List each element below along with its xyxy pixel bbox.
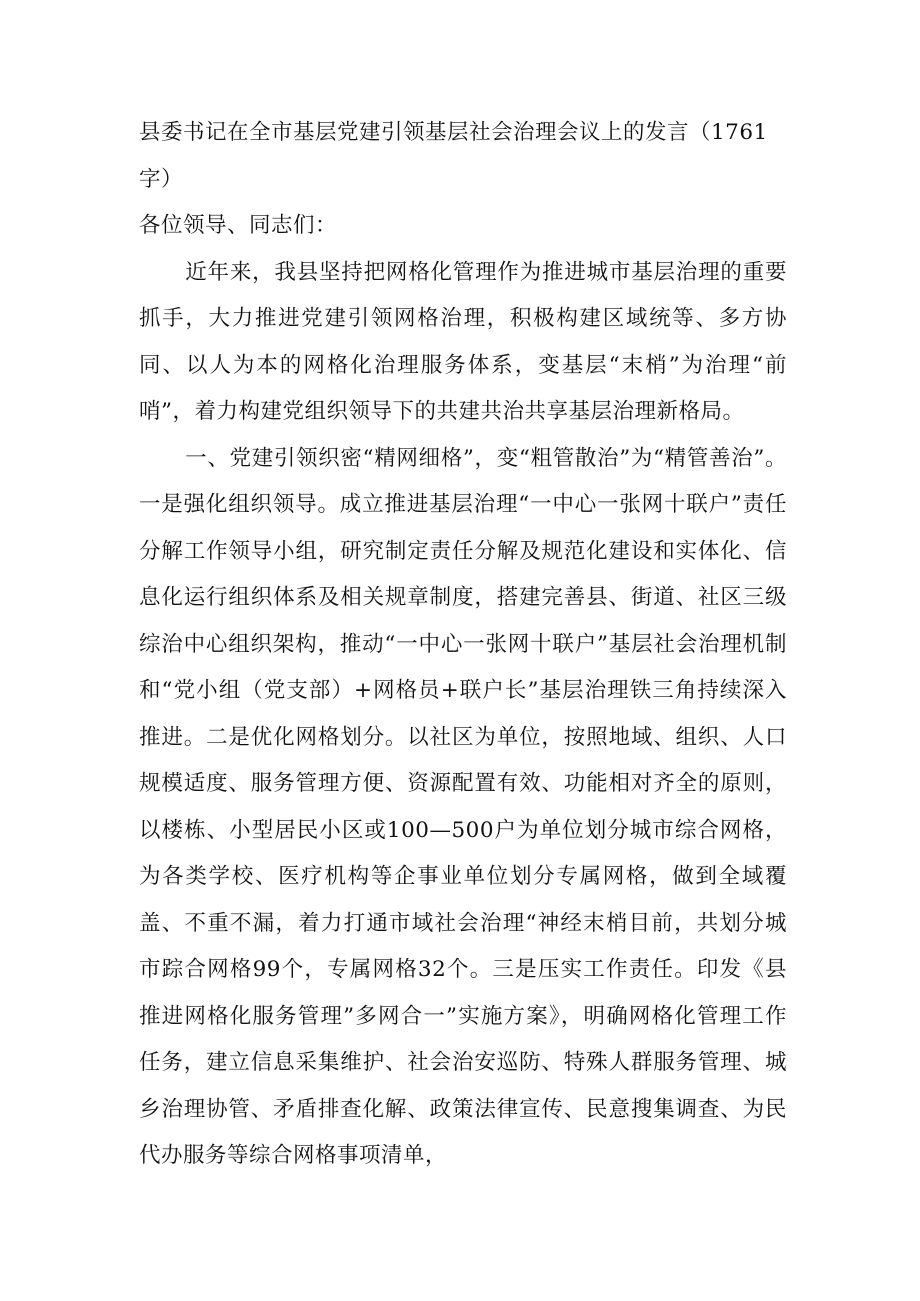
document-body — [139, 110, 787, 1180]
paragraph-intro: 近年来，我县坚持把网格化管理作为推进城市基层治理的重要抓手，大力推进党建引领网格治理，积极构建区域统等、多方协同、以人为本的网格化治理服务体系，变基层“末梢”为治理“前哨”，着力构建党组织领导下的共建共治共享基层治理新格局。 — [139, 259, 787, 424]
salutation: 各位领导、同志们： — [139, 213, 338, 238]
paragraph-section-one: 一、党建引领织密“精网细格”，变“粗管散治”为“精管善治”。一是强化组织领导。成立推进基层治理“一中心一张网十联户”责任分解工作领导小组，研究制定责任分解及规范化建设和实体化、信息化运行组织体系及相关规章制度，搭建完善县、街道、社区三级综治中心组织架构，推动“一中心一张网十联户”基层社会治理机制和“党小组（党支部）+网格员+联户长”基层治理铁三角持续深入推进。二是优化网格划分。以社区为单位，按照地域、组织、人口规模适度、服务管理方便、资源配置有效、功能相对齐全的原则，以楼栋、小型居民小区或100—500户为单位划分城市综合网格，为各类学校、医疗机构等企事业单位划分专属网格，做到全域覆盖、不重不漏，着力打通市域社会治理“神经末梢目前，共划分城市踪合网格99个，专属网格32个。三是压实工作责任。印发《县推进网格化服务管理”多网合一”实施方案》，明确网格化管理工作任务，建立信息采集维护、社会治安巡防、特殊人群服务管理、城乡治理协管、矛盾排查化解、政策法律宣传、民意搜集调查、为民代办服务等综合网格事项清单， — [139, 445, 787, 1168]
document-title: 县委书记在全市基层党建引领基层社会治理会议上的发言（1761字） — [139, 120, 768, 192]
